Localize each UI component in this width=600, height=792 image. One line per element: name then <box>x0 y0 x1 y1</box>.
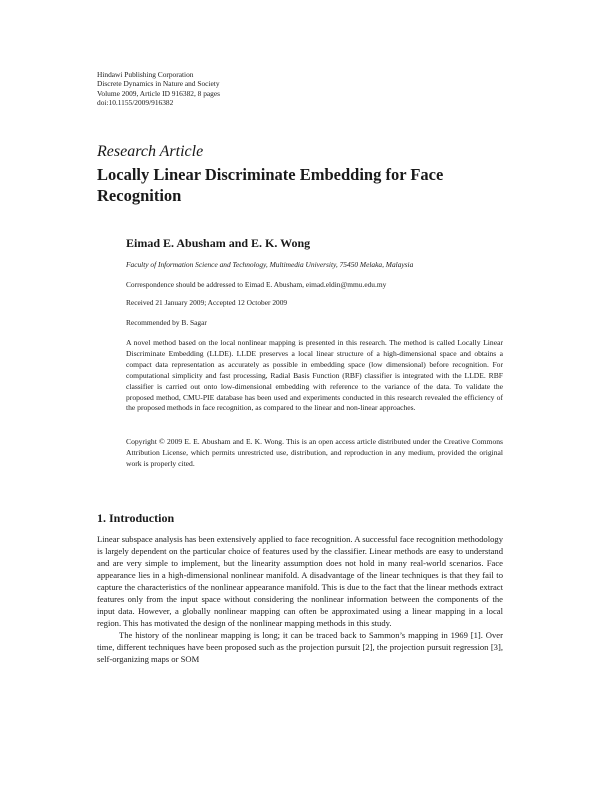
copyright-notice: Copyright © 2009 E. E. Abusham and E. K. Wong. This is an open access article distributed under the Creative Commons Attribution License, which permits unrestricted use, distribution, and reproduction in any medium, provided the original work is properly cited. <box>126 437 503 468</box>
correspondence: Correspondence should be addressed to Eimad E. Abusham, eimad.eldin@mmu.edu.my <box>126 280 387 289</box>
author-list: Eimad E. Abusham and E. K. Wong <box>126 236 311 250</box>
article-type: Research Article <box>97 143 204 160</box>
paper-title: Locally Linear Discriminate Embedding for Face Recognition <box>97 165 444 205</box>
intro-paragraph-2: The history of the nonlinear mapping is long; it can be traced back to Sammon’s mapping in 1969 [1]. Over time, different techniques have been proposed such as the projection pursuit [2], the projection pursuit regression [3], self-organizing maps or SOM <box>97 630 503 665</box>
received-accepted-dates: Received 21 January 2009; Accepted 12 October 2009 <box>126 298 288 307</box>
abstract: A novel method based on the local nonlinear mapping is presented in this research. The method is called Locally Linear Discriminate Embedding (LLDE). LLDE preserves a local linear structure of a high-dimensional space and obtains a compact data representation as accurately as possible in embedding space (low dimensional) before recognition. For computational simplicity and fast processing, Radial Basis Function (RBF) classifier is integrated with the LLDE. RBF classifier is carried out onto low-dimensional embedding with reference to the variance of the data. To validate the proposed method, CMU-PIE database has been used and experiments conducted in this research revealed the efficiency of the proposed methods in face recognition, as compared to the linear and non-linear approaches. <box>126 338 503 413</box>
affiliation: Faculty of Information Science and Technology, Multimedia University, 75450 Melaka, Malaysia <box>126 260 414 269</box>
journal-header <box>97 70 220 108</box>
recommended-by: Recommended by B. Sagar <box>126 318 207 327</box>
journal-name: Discrete Dynamics in Nature and Society <box>97 79 220 89</box>
doi-line: doi:10.1155/2009/916382 <box>97 98 174 108</box>
section-heading: 1. Introduction <box>97 511 175 525</box>
publisher-line: Hindawi Publishing Corporation <box>97 70 194 79</box>
volume-line: Volume 2009, Article ID 916382, 8 pages <box>97 88 221 98</box>
intro-paragraph-1: Linear subspace analysis has been extensively applied to face recognition. A successful face recognition methodology is largely dependent on the particular choice of features used by the classifier. Linear methods are easy to understand and are very simple to implement, but the linearity assumption does not hold in many real-world scenarios. Face appearance lies in a high-dimensional nonlinear manifold. A disadvantage of the linear techniques is that they fail to capture the characteristics of the nonlinear appearance manifold. This is due to the fact that the linear methods extract features only from the input space without considering the nonlinear information between the components of the input data. However, a globally nonlinear mapping can often be approximated using a linear mapping in a local region. This has motivated the design of the nonlinear mapping methods in this study. <box>97 534 503 629</box>
introduction-body <box>97 533 503 666</box>
